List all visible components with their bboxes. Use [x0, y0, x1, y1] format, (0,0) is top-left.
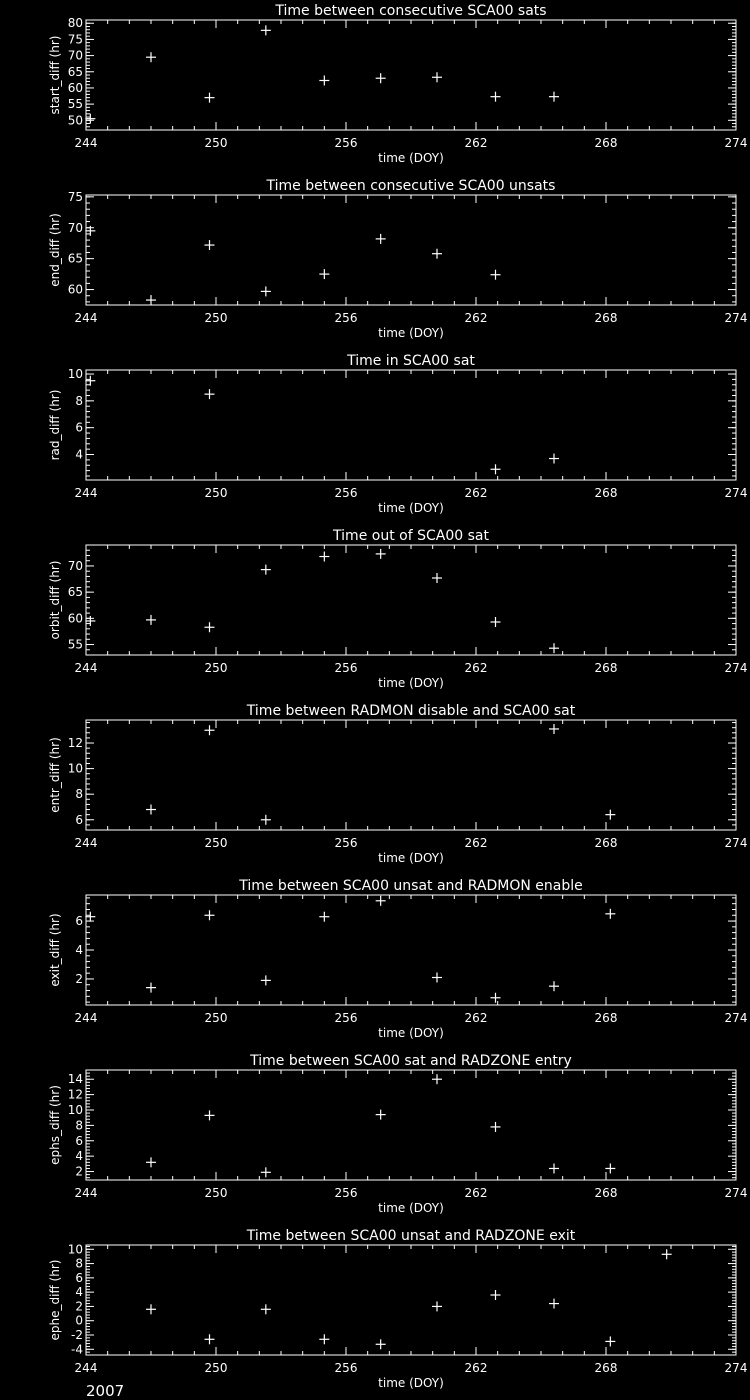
data-point: [146, 805, 156, 815]
x-tick-label: 274: [724, 1186, 748, 1200]
x-tick-label: 256: [334, 661, 358, 675]
y-axis-label: orbit_diff (hr): [48, 560, 62, 640]
chart-title: Time between RADMON disable and SCA00 sat: [246, 703, 576, 719]
data-point: [146, 615, 156, 625]
x-tick-label: 250: [204, 311, 228, 325]
data-point: [319, 269, 329, 279]
x-tick-label: 256: [334, 1011, 358, 1025]
y-tick-label: 12: [67, 736, 83, 751]
data-point: [205, 1110, 215, 1120]
data-point: [376, 549, 386, 559]
x-tick-label: 274: [724, 311, 748, 325]
chart-title: Time between consecutive SCA00 sats: [275, 3, 547, 19]
data-point: [146, 295, 156, 305]
data-point: [85, 376, 95, 386]
x-tick-label: 250: [204, 1011, 228, 1025]
data-point: [146, 1304, 156, 1314]
data-point: [261, 565, 271, 575]
y-tick-label: 6: [75, 914, 83, 929]
data-point: [549, 92, 559, 102]
chart-panel-5: [48, 703, 747, 865]
x-tick-label: 244: [74, 1186, 98, 1200]
y-tick-label: 10: [67, 367, 83, 382]
data-point: [549, 724, 559, 734]
x-tick-label: 244: [74, 486, 98, 500]
data-point: [491, 92, 501, 102]
data-point: [491, 993, 501, 1003]
data-point: [491, 617, 501, 627]
x-tick-label: 250: [204, 836, 228, 850]
x-axis-label: time (DOY): [378, 1376, 444, 1390]
y-tick-label: 65: [67, 585, 83, 600]
data-point: [376, 1110, 386, 1120]
y-tick-label: 80: [67, 16, 83, 31]
data-point: [376, 896, 386, 906]
y-tick-label: 6: [75, 1133, 83, 1148]
y-tick-label: 10: [67, 1103, 83, 1117]
chart-title: Time between SCA00 unsat and RADMON enable: [239, 878, 583, 894]
data-point: [432, 573, 442, 583]
plot-frame: [86, 545, 736, 655]
x-tick-label: 244: [74, 836, 98, 850]
x-tick-label: 250: [204, 136, 228, 150]
x-axis-label: time (DOY): [378, 151, 444, 165]
data-point: [261, 975, 271, 985]
x-tick-label: 256: [334, 311, 358, 325]
plot-frame: [86, 20, 736, 130]
data-point: [319, 76, 329, 86]
x-axis-label: time (DOY): [378, 326, 444, 340]
x-axis-label: time (DOY): [378, 501, 444, 515]
chart-title: Time out of SCA00 sat: [333, 528, 489, 544]
y-tick-label: 50: [67, 113, 83, 128]
x-tick-label: 256: [334, 1361, 358, 1375]
x-tick-label: 262: [464, 486, 488, 500]
data-point: [549, 981, 559, 991]
x-tick-label: 268: [594, 311, 618, 325]
data-point: [662, 1249, 672, 1259]
data-point: [549, 454, 559, 464]
plot-frame: [86, 370, 736, 480]
plot-frame: [86, 720, 736, 830]
data-point: [491, 464, 501, 474]
data-point: [205, 622, 215, 632]
x-tick-label: 262: [464, 836, 488, 850]
data-point: [549, 643, 559, 653]
y-axis-label: ephe_diff (hr): [48, 1259, 62, 1341]
y-axis-label: rad_diff (hr): [48, 389, 62, 461]
x-tick-label: 256: [334, 836, 358, 850]
y-tick-label: 65: [67, 251, 83, 266]
x-tick-label: 268: [594, 1361, 618, 1375]
chart-title: Time between SCA00 unsat and RADZONE exit: [246, 1228, 576, 1244]
x-tick-label: 274: [724, 836, 748, 850]
data-point: [205, 725, 215, 735]
data-point: [605, 1336, 615, 1346]
y-tick-label: 0: [75, 1313, 83, 1328]
y-tick-label: 10: [67, 1242, 83, 1257]
data-point: [432, 973, 442, 983]
year-label: 2007: [86, 1382, 125, 1400]
data-point: [549, 1299, 559, 1309]
y-tick-label: 55: [67, 637, 83, 652]
chart-title: Time between SCA00 sat and RADZONE entry: [250, 1053, 572, 1069]
y-tick-label: 2: [75, 1164, 83, 1179]
y-tick-label: 6: [75, 812, 83, 827]
y-tick-label: 60: [67, 611, 83, 626]
y-tick-label: 4: [75, 447, 83, 462]
chart-title: Time between consecutive SCA00 unsats: [266, 178, 556, 194]
data-point: [261, 1304, 271, 1314]
y-tick-label: 60: [67, 282, 83, 297]
data-point: [146, 1157, 156, 1167]
x-tick-label: 244: [74, 1011, 98, 1025]
x-tick-label: 244: [74, 311, 98, 325]
y-tick-label: 70: [67, 48, 83, 63]
y-tick-label: 70: [67, 558, 83, 573]
data-point: [146, 52, 156, 62]
data-point: [319, 552, 329, 562]
y-tick-label: 4: [75, 1285, 83, 1300]
y-axis-label: entr_diff (hr): [48, 737, 62, 813]
data-point: [261, 1167, 271, 1177]
plot-frame: [86, 1070, 736, 1180]
y-axis-label: ephs_diff (hr): [48, 1085, 62, 1165]
y-tick-label: 8: [75, 1118, 83, 1133]
y-tick-label: 10: [67, 761, 83, 776]
chart-panel-7: [48, 1053, 747, 1215]
data-point: [205, 389, 215, 399]
x-tick-label: 256: [334, 136, 358, 150]
y-tick-label: 2: [75, 1299, 83, 1314]
data-point: [205, 240, 215, 250]
y-tick-label: 4: [75, 943, 83, 957]
data-point: [549, 1163, 559, 1173]
data-point: [85, 114, 95, 124]
chart-panel-1: [48, 3, 747, 165]
data-point: [261, 25, 271, 35]
x-tick-label: 262: [464, 1361, 488, 1375]
data-point: [261, 815, 271, 825]
x-tick-label: 268: [594, 661, 618, 675]
x-tick-label: 250: [204, 1186, 228, 1200]
data-point: [205, 1334, 215, 1344]
y-axis-label: end_diff (hr): [48, 213, 62, 287]
y-tick-label: 75: [67, 189, 83, 204]
x-tick-label: 274: [724, 486, 748, 500]
x-tick-label: 274: [724, 1011, 748, 1025]
data-point: [376, 1339, 386, 1349]
chart-title: Time in SCA00 sat: [347, 353, 475, 369]
y-tick-label: 75: [67, 32, 83, 47]
x-tick-label: 262: [464, 136, 488, 150]
x-tick-label: 256: [334, 1186, 358, 1200]
y-tick-label: 55: [67, 97, 83, 112]
data-point: [491, 1122, 501, 1132]
y-tick-label: 8: [75, 393, 83, 408]
chart-panel-3: [48, 353, 747, 515]
x-tick-label: 268: [594, 836, 618, 850]
y-tick-label: 8: [75, 1256, 83, 1271]
x-tick-label: 268: [594, 136, 618, 150]
y-tick-label: 6: [75, 420, 83, 435]
chart-panel-8: [48, 1228, 747, 1390]
data-point: [491, 1290, 501, 1300]
data-point: [605, 1163, 615, 1173]
x-axis-label: time (DOY): [378, 851, 444, 865]
x-tick-label: 274: [724, 1361, 748, 1375]
data-point: [205, 93, 215, 103]
y-axis-label: start_diff (hr): [48, 35, 62, 115]
y-tick-label: 12: [67, 1087, 83, 1102]
data-point: [432, 72, 442, 82]
x-tick-label: 244: [74, 1361, 98, 1375]
data-point: [261, 286, 271, 296]
data-point: [432, 1301, 442, 1311]
chart-panel-4: [48, 528, 747, 690]
x-tick-label: 250: [204, 1361, 228, 1375]
data-point: [85, 616, 95, 626]
y-tick-label: 60: [67, 80, 83, 95]
x-tick-label: 250: [204, 486, 228, 500]
x-tick-label: 274: [724, 136, 748, 150]
y-tick-label: 70: [67, 220, 83, 235]
y-tick-label: 65: [67, 64, 83, 79]
data-point: [605, 810, 615, 820]
data-point: [85, 912, 95, 922]
x-tick-label: 274: [724, 661, 748, 675]
plot-frame: [86, 195, 736, 305]
chart-panel-6: [48, 878, 747, 1040]
data-point: [376, 73, 386, 83]
x-tick-label: 262: [464, 1186, 488, 1200]
data-point: [146, 983, 156, 993]
data-point: [319, 912, 329, 922]
data-point: [205, 910, 215, 920]
plot-frame: [86, 895, 736, 1005]
x-tick-label: 268: [594, 1011, 618, 1025]
y-tick-label: 6: [75, 1270, 83, 1285]
y-tick-label: -4: [71, 1342, 83, 1357]
y-tick-label: 4: [75, 1149, 83, 1164]
data-point: [432, 249, 442, 259]
data-point: [376, 234, 386, 244]
x-tick-label: 262: [464, 1011, 488, 1025]
x-tick-label: 244: [74, 136, 98, 150]
x-axis-label: time (DOY): [378, 676, 444, 690]
y-tick-label: 14: [67, 1072, 83, 1087]
x-tick-label: 256: [334, 486, 358, 500]
y-tick-label: 8: [75, 787, 83, 802]
y-tick-label: -2: [71, 1328, 83, 1342]
data-point: [491, 270, 501, 280]
x-axis-label: time (DOY): [378, 1026, 444, 1040]
data-point: [432, 1074, 442, 1084]
plot-frame: [86, 1245, 736, 1355]
x-tick-label: 244: [74, 661, 98, 675]
x-tick-label: 250: [204, 661, 228, 675]
data-point: [319, 1334, 329, 1344]
x-tick-label: 262: [464, 311, 488, 325]
y-tick-label: 2: [75, 971, 83, 986]
y-axis-label: exit_diff (hr): [48, 913, 62, 987]
x-tick-label: 268: [594, 486, 618, 500]
data-point: [605, 909, 615, 919]
x-axis-label: time (DOY): [378, 1201, 444, 1215]
x-tick-label: 262: [464, 661, 488, 675]
chart-panel-2: [48, 178, 747, 340]
x-tick-label: 268: [594, 1186, 618, 1200]
